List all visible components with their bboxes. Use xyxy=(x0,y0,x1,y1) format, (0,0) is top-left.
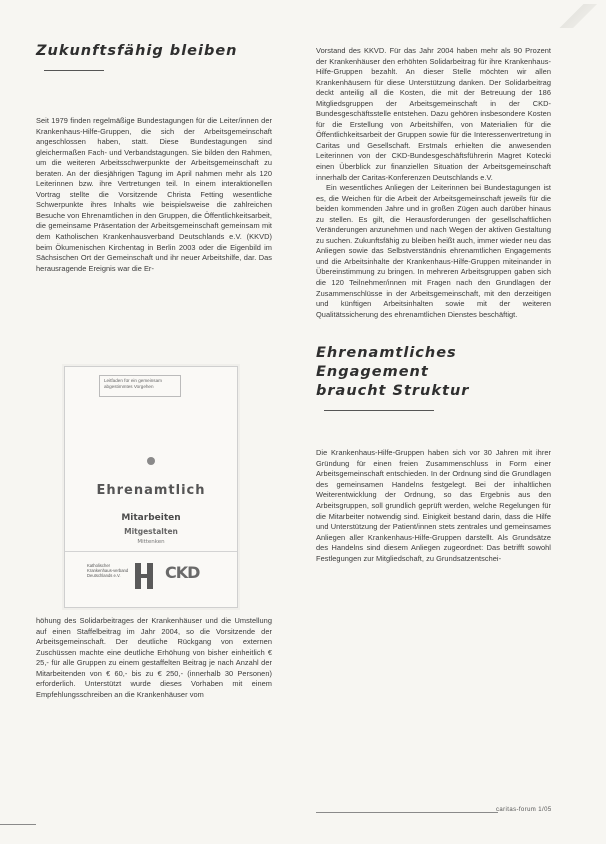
cover-line-mitarbeiten: Mitarbeiten xyxy=(121,513,181,523)
cover-line-mitdenken: Mittenken xyxy=(137,539,165,545)
left-column-lower xyxy=(36,616,272,700)
ckd-logo: CKD xyxy=(165,563,200,582)
brochure-cover-image xyxy=(64,366,238,608)
body-paragraph-2: höhung des Solidarbeitrages der Krankenhäuser und die Umstellung auf einen Staffelbeitrag im Jahr 2004, so die Vorsitzende der Arbeitsgemeinschaft. Der deutliche Rückgang von externen Zuschüssen machte eine deutliche Erhöhung von bisher einheitlich € 25,- für alle Gruppen zu einem gestaffelten Beitrag je nach Anzahl der Mitarbeitenden von € 60,- bis zu € 250,- (innerhalb 30 Personen) erforderlich. Unterstützt wurde dieses Vorhaben mit einem Empfehlungsschreiben an die Krankenhäuser vom xyxy=(36,616,272,699)
cover-divider xyxy=(65,551,237,552)
heading-rule xyxy=(324,410,434,411)
heading-text: Zukunftsfähig bleiben xyxy=(36,43,238,59)
footer-rule-left xyxy=(0,824,36,825)
body-paragraph-1: Seit 1979 finden regelmäßige Bundestagungen für die Leiter/innen der Krankenhaus-Hilfe-Gruppen, die sich der Arbeitsgemeinschaft angeschlossen haben, statt. Diese Bundestagungen sind gleichermaßen Fach- und Verbandstagungen. Sie bilden den Rahmen, um die weiteren Arbeitsschwerpunkte der Arbeitsgemeinschaft zu beraten. An der diesjährigen Tagung im April nahmen mehr als 120 Leiterinnen bzw. ihre Vertretungen teil. In einem interaktionellen Vortrag stellte die Vorsitzende Christa Fetting wesentliche Schwerpunkte ihres Inhalts wie beispielsweise die zahlreichen Besuche von Ehrenamtlichen in den Gruppen, die Öffentlichkeitsarbeit, die gemeinsame Präsentation der Arbeitsgemeinschaft gemeinsam mit dem Katholischen Krankenhausverband Deutschlands e.V. (KKVD) beim Ökumenischen Kirchentag in Berlin 2003 oder die Eigenbild im Sächsischen Ort der Gemeinschaft und ihr neuer Arbeitshilfe, dar. Das herausragende Ereignis war die Er- xyxy=(36,116,272,273)
cover-line-mitgestalten: Mitgestalten xyxy=(124,527,178,536)
heading-line-2: braucht Struktur xyxy=(316,383,470,400)
cover-title: Ehrenamtlich xyxy=(96,483,206,498)
right-column xyxy=(316,46,551,564)
body-paragraph-3: Vorstand des KKVD. Für das Jahr 2004 haben mehr als 90 Prozent der Krankenhäuser den erhöhten Solidarbeitrag für ihre Krankenhaus-Hilfe-Gruppen bezahlt. An dieser Stelle möchten wir allen Krankenhäusern für diese Unterstützung danken. Der Solidarbeitrag deckt anteilig all die Kosten, die mit der Betreuung der 186 Mitgliedsgruppen der Arbeitsgemeinschaft in der CKD-Bundesgeschäftsstelle entstehen. Dazu gehören insbesondere Kosten für die Erstellung von Arbeitshilfen, von Materialien für die Öffentlichkeitsarbeit der Gruppen sowie für die Interessenvertretung in Caritas und Gesellschaft. Erstmals erhielten die anwesenden Leiterinnen von der CKD-Bundesgeschäftsführerin Magret Kotecki einen Überblick zur finanziellen Situation der Arbeitsgemeinschaft innerhalb der Caritas-Konferenzen Deutschlands e.V. xyxy=(316,46,551,182)
body-paragraph-4: Ein wesentliches Anliegen der Leiterinnen bei Bundestagungen ist es, die Weichen für die Arbeit der Arbeitsgemeinschaft jeweils für die beiden kommenden Jahre und in großen Zügen auch darüber hinaus zu stellen. Es gilt, die Herausforderungen der gesellschaftlichen Veränderungen anzunehmen und nach Wegen der aktiven Gestaltung zu suchen. Zukunftsfähig zu bleiben heißt auch, immer wieder neu das Anliegen sowie das Selbstverständnis ehrenamtlichen Engagements und die Arbeitsinhalte der Krankenhaus-Hilfe-Gruppen miteinander in Übereinstimmung zu bringen. In mehreren Arbeitsgruppen gaben sich die 120 Teilnehmer/innen mit Fragen nach den Grundlagen der Zusammenschlüsse in der Arbeitsgemeinschaft, mit den derzeitigen und künftigen Arbeitsinhalten sowie mit der weiteren Qualitätssicherung des ehrenamtlichen Dienstes beschäftigt. xyxy=(316,183,551,319)
cover-tag xyxy=(99,375,181,397)
section-heading-ehrenamtliches xyxy=(316,344,551,420)
cover-tag-line1: Leitfaden für ein gemeinsam xyxy=(104,378,162,383)
kkvd-logo-text: Katholischer Krankenhaus-verband Deutschlands e.V. xyxy=(87,563,129,578)
corner-mark xyxy=(556,4,600,28)
left-column xyxy=(36,42,272,274)
heading-line-1: Ehrenamtliches Engagement xyxy=(316,345,457,381)
section-heading-zukunftsfaehig xyxy=(36,42,272,80)
body-paragraph-5: Die Krankenhaus-Hilfe-Gruppen haben sich vor 30 Jahren mit ihrer Gründung für einen freien Zusammenschluss in Form einer Arbeitsgemeinschaft entschieden. In der Ordnung sind die Grundlagen des gemeinsamen Handelns festgelegt. Bei der inhaltlichen Weiterentwicklung der Ordnung, so das Ergebnis aus den Arbeitsgruppen, soll grundlich geprüft werden, welche Regelungen für die Mitarbeiter notwendig sind. Einigkeit bestand darin, dass die Hilfe und Unterstützung der Patient/innen stets zentrales und gemeinsames Anliegen aller Krankenhaus-Hilfe-Gruppen darstellt. Als Grundsätze des Handelns sind diesem Anliegen zugeordnet: Das betrifft sowohl Festlegungen zur Mitgliedschaft, zu Grundsatzentschei- xyxy=(316,448,551,563)
cover-dot xyxy=(147,457,155,465)
kkvd-h-logo-icon xyxy=(135,563,153,589)
footer-issue: caritas-forum 1/05 xyxy=(496,807,552,813)
footer-rule-right xyxy=(316,812,498,813)
heading-rule xyxy=(44,70,104,71)
cover-tag-line2: abgestimmtes Vorgehen xyxy=(104,384,154,389)
